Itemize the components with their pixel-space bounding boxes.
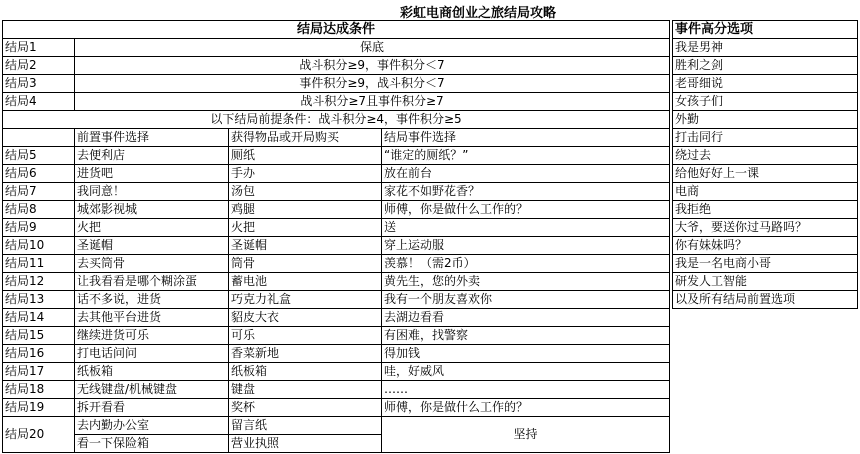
high-score-option: 给他好好上一课 — [673, 165, 858, 183]
table-row — [673, 219, 858, 237]
ending-label: 结局2 — [3, 57, 75, 75]
table-row — [673, 111, 858, 129]
ending-label: 结局10 — [3, 237, 75, 255]
table-row — [3, 309, 670, 327]
high-score-option: 女孩子们 — [673, 93, 858, 111]
ending-label: 结局1 — [3, 39, 75, 57]
pre-event-cell: 去便利店 — [75, 147, 229, 165]
pre-event-cell: 去内勤办公室 — [75, 417, 229, 435]
ending-condition: 事件积分≥9，战斗积分＜7 — [75, 75, 670, 93]
item-cell: 厕纸 — [229, 147, 382, 165]
item-cell: 键盘 — [229, 381, 382, 399]
item-cell: 火把 — [229, 219, 382, 237]
high-score-option: 电商 — [673, 183, 858, 201]
ending-event-cell: 师傅，你是做什么工作的？ — [382, 399, 670, 417]
ending-event-cell: 放在前台 — [382, 165, 670, 183]
item-cell: 汤包 — [229, 183, 382, 201]
table-row — [3, 111, 670, 129]
table-row — [673, 273, 858, 291]
prereq-note: 以下结局前提条件：战斗积分≥4，事件积分≥5 — [3, 111, 670, 129]
pre-event-cell: 去买筒骨 — [75, 255, 229, 273]
ending-label: 结局13 — [3, 291, 75, 309]
high-score-options-table — [672, 20, 858, 309]
item-cell: 蓄电池 — [229, 273, 382, 291]
ending-label: 结局12 — [3, 273, 75, 291]
column-header: 前置事件选择 — [75, 129, 229, 147]
ending-event-cell: 我有一个朋友喜欢你 — [382, 291, 670, 309]
table-row — [673, 39, 858, 57]
table-row — [3, 147, 670, 165]
table-row — [3, 129, 670, 147]
table-row — [673, 21, 858, 39]
table-row — [3, 363, 670, 381]
table-row — [673, 183, 858, 201]
pre-event-cell: 让我看看是哪个糊涂蛋 — [75, 273, 229, 291]
ending-label: 结局19 — [3, 399, 75, 417]
pre-event-cell: 去其他平台进货 — [75, 309, 229, 327]
pre-event-cell: 城郊影视城 — [75, 201, 229, 219]
high-score-option: 我是一名电商小哥 — [673, 255, 858, 273]
table-row — [3, 39, 670, 57]
pre-event-cell: 无线键盘/机械键盘 — [75, 381, 229, 399]
table-row — [3, 255, 670, 273]
ending-condition: 保底 — [75, 39, 670, 57]
high-score-option: 打击同行 — [673, 129, 858, 147]
ending-event-cell: 家花不如野花香？ — [382, 183, 670, 201]
column-header: 结局事件选择 — [382, 129, 670, 147]
ending-event-cell: 得加钱 — [382, 345, 670, 363]
ending-event-cell: 有困难，找警察 — [382, 327, 670, 345]
ending-event-cell: 坚持 — [382, 417, 670, 453]
item-cell: 奖杯 — [229, 399, 382, 417]
ending-event-cell: 穿上运动服 — [382, 237, 670, 255]
table-row — [673, 201, 858, 219]
ending-condition: 战斗积分≥7且事件积分≥7 — [75, 93, 670, 111]
ending-event-cell: 师傅，你是做什么工作的？ — [382, 201, 670, 219]
table-row — [3, 201, 670, 219]
table-row — [673, 93, 858, 111]
left-header: 结局达成条件 — [3, 21, 670, 39]
high-score-option: 外勤 — [673, 111, 858, 129]
ending-label: 结局9 — [3, 219, 75, 237]
page-title: 彩虹电商创业之旅结局攻略 — [400, 6, 557, 21]
table-row — [3, 273, 670, 291]
high-score-option: 我是男神 — [673, 39, 858, 57]
high-score-option: 大爷，要送你过马路吗？ — [673, 219, 858, 237]
table-row — [3, 165, 670, 183]
high-score-option: 绕过去 — [673, 147, 858, 165]
ending-label: 结局16 — [3, 345, 75, 363]
item-cell: 貂皮大衣 — [229, 309, 382, 327]
high-score-option: 我拒绝 — [673, 201, 858, 219]
table-row — [3, 21, 670, 39]
high-score-option: 以及所有结局前置选项 — [673, 291, 858, 309]
right-header: 事件高分选项 — [673, 21, 858, 39]
table-row — [673, 147, 858, 165]
ending-label: 结局18 — [3, 381, 75, 399]
ending-label: 结局3 — [3, 75, 75, 93]
ending-event-cell: 哇，好威风 — [382, 363, 670, 381]
ending-label: 结局20 — [3, 417, 75, 453]
table-row — [3, 399, 670, 417]
item-cell: 留言纸 — [229, 417, 382, 435]
item-cell: 筒骨 — [229, 255, 382, 273]
column-header: 获得物品或开局购买 — [229, 129, 382, 147]
pre-event-cell: 进货吧 — [75, 165, 229, 183]
pre-event-cell: 我同意！ — [75, 183, 229, 201]
table-row — [673, 75, 858, 93]
table-row — [3, 381, 670, 399]
ending-event-cell: 去湖边看看 — [382, 309, 670, 327]
table-row — [3, 183, 670, 201]
ending-event-cell: 羡慕！（需2币） — [382, 255, 670, 273]
ending-event-cell: “谁定的厕纸？” — [382, 147, 670, 165]
ending-label: 结局14 — [3, 309, 75, 327]
ending-label: 结局15 — [3, 327, 75, 345]
high-score-option: 老哥细说 — [673, 75, 858, 93]
item-cell: 香菜新地 — [229, 345, 382, 363]
table-row — [3, 327, 670, 345]
pre-event-cell: 火把 — [75, 219, 229, 237]
table-row — [673, 237, 858, 255]
ending-event-cell: 黄先生，您的外卖 — [382, 273, 670, 291]
item-cell: 鸡腿 — [229, 201, 382, 219]
pre-event-cell: 话不多说，进货 — [75, 291, 229, 309]
table-row — [3, 345, 670, 363]
item-cell: 手办 — [229, 165, 382, 183]
ending-label: 结局4 — [3, 93, 75, 111]
pre-event-cell: 打电话问问 — [75, 345, 229, 363]
table-row — [3, 291, 670, 309]
ending-label: 结局6 — [3, 165, 75, 183]
item-cell: 可乐 — [229, 327, 382, 345]
table-row — [3, 219, 670, 237]
pre-event-cell: 拆开看看 — [75, 399, 229, 417]
item-cell: 营业执照 — [229, 435, 382, 453]
blank-cell — [3, 129, 75, 147]
high-score-option: 研发人工智能 — [673, 273, 858, 291]
ending-label: 结局5 — [3, 147, 75, 165]
ending-event-cell: 送 — [382, 219, 670, 237]
table-row — [673, 291, 858, 309]
pre-event-cell: 圣诞帽 — [75, 237, 229, 255]
pre-event-cell: 看一下保险箱 — [75, 435, 229, 453]
ending-label: 结局8 — [3, 201, 75, 219]
ending-label: 结局7 — [3, 183, 75, 201]
ending-conditions-table — [2, 20, 670, 453]
table-row — [673, 165, 858, 183]
item-cell: 纸板箱 — [229, 363, 382, 381]
table-row — [3, 237, 670, 255]
table-row — [673, 255, 858, 273]
table-row — [3, 417, 670, 435]
ending-condition: 战斗积分≥9，事件积分＜7 — [75, 57, 670, 75]
high-score-option: 胜利之剑 — [673, 57, 858, 75]
table-row — [673, 129, 858, 147]
table-row — [673, 57, 858, 75]
ending-label: 结局11 — [3, 255, 75, 273]
table-row — [3, 93, 670, 111]
table-row — [3, 57, 670, 75]
high-score-option: 你有妹妹吗？ — [673, 237, 858, 255]
item-cell: 圣诞帽 — [229, 237, 382, 255]
table-row — [3, 75, 670, 93]
pre-event-cell: 纸板箱 — [75, 363, 229, 381]
ending-event-cell: …… — [382, 381, 670, 399]
pre-event-cell: 继续进货可乐 — [75, 327, 229, 345]
item-cell: 巧克力礼盒 — [229, 291, 382, 309]
ending-label: 结局17 — [3, 363, 75, 381]
